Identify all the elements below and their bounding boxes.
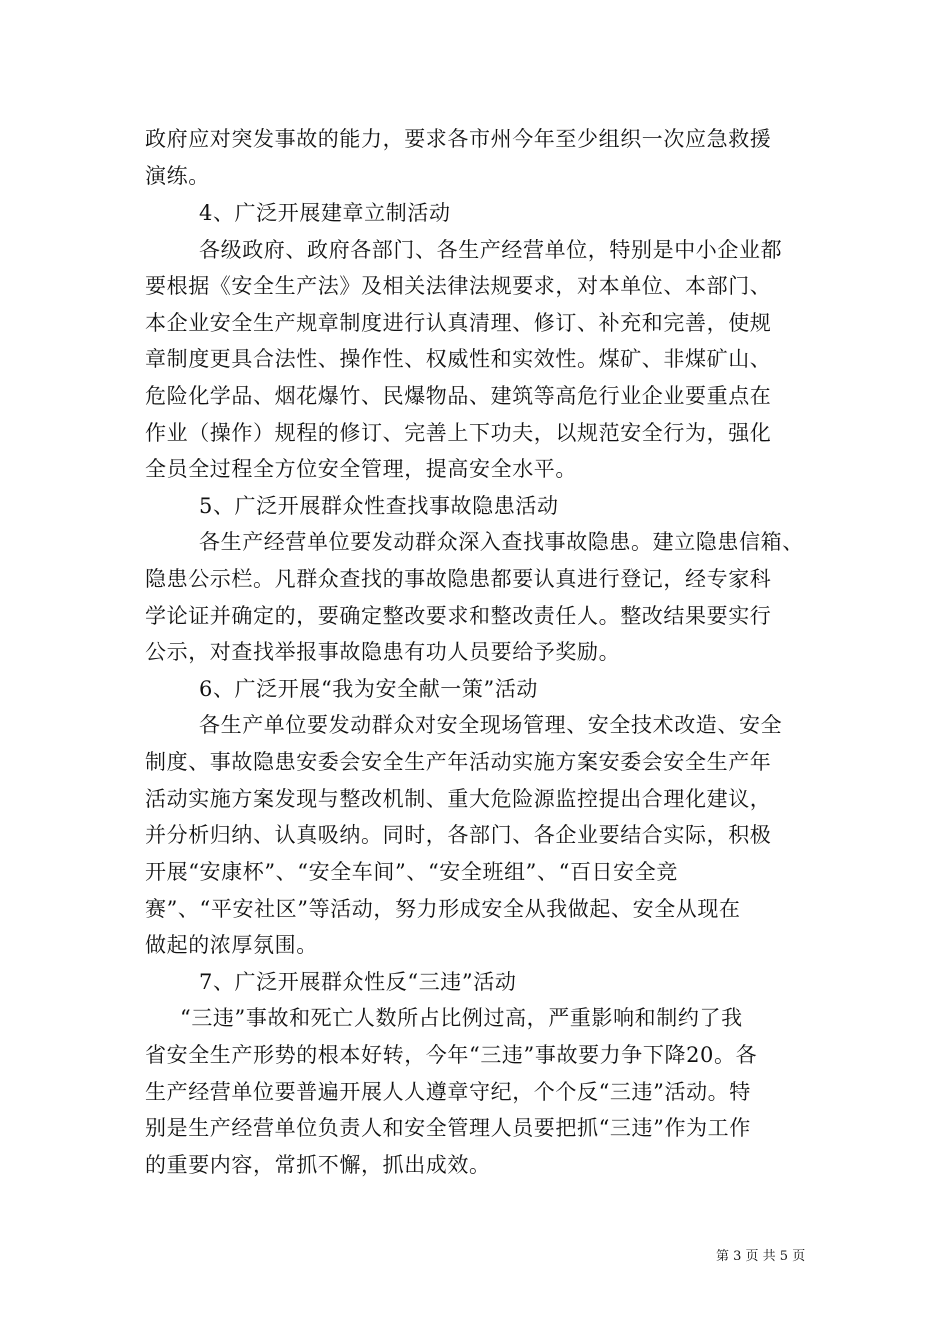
text-line: 省安全生产形势的根本好转，今年“三违”事故要力争下降20。各 <box>145 1043 758 1067</box>
text-line: 生产经营单位要普遍开展人人遵章守纪，个个反“三违”活动。特 <box>145 1080 751 1104</box>
text-line: 并分析归纳、认真吸纳。同时，各部门、各企业要结合实际，积极 <box>145 823 772 847</box>
text-line: 作业（操作）规程的修订、完善上下功夫，以规范安全行为，强化 <box>145 421 772 445</box>
text-line: 制度、事故隐患安委会安全生产年活动实施方案安委会安全生产年 <box>145 750 772 774</box>
text-line: 各生产经营单位要发动群众深入查找事故隐患。建立隐患信箱、 <box>199 530 804 554</box>
section-heading-7: 7、广泛开展群众性反“三违”活动 <box>199 970 517 994</box>
text-line: “三违”事故和死亡人数所占比例过高，严重影响和制约了我 <box>180 1006 743 1030</box>
text-line: 学论证并确定的，要确定整改要求和整改责任人。整改结果要实行 <box>145 604 772 628</box>
section-heading-6: 6、广泛开展“我为安全献一策”活动 <box>199 677 539 701</box>
text-line: 各生产单位要发动群众对安全现场管理、安全技术改造、安全 <box>199 713 783 737</box>
text-line: 各级政府、政府各部门、各生产经营单位，特别是中小企业都 <box>199 238 783 262</box>
text-line: 要根据《安全生产法》及相关法律法规要求，对本单位、本部门、 <box>145 274 772 298</box>
text-line: 危险化学品、烟花爆竹、民爆物品、建筑等高危行业企业要重点在 <box>145 384 772 408</box>
text-line: 政府应对突发事故的能力，要求各市州今年至少组织一次应急救援 <box>145 127 772 151</box>
text-line: 隐患公示栏。凡群众查找的事故隐患都要认真进行登记，经专家科 <box>145 567 772 591</box>
text-line: 开展“安康杯”、“安全车间”、“安全班组”、“百日安全竞 <box>145 860 678 884</box>
text-line: 全员全过程全方位安全管理，提高安全水平。 <box>145 457 577 481</box>
text-line: 本企业安全生产规章制度进行认真清理、修订、补充和完善，使规 <box>145 311 772 335</box>
section-heading-5: 5、广泛开展群众性查找事故隐患活动 <box>199 494 559 518</box>
text-line: 活动实施方案发现与整改机制、重大危险源监控提出合理化建议， <box>145 787 772 811</box>
text-line: 章制度更具合法性、操作性、权威性和实效性。煤矿、非煤矿山、 <box>145 347 772 371</box>
section-heading-4: 4、广泛开展建章立制活动 <box>199 201 451 225</box>
page-number: 第 3 页 共 5 页 <box>716 1249 806 1264</box>
text-line: 别是生产经营单位负责人和安全管理人员要把抓“三违”作为工作 <box>145 1116 751 1140</box>
text-line: 的重要内容，常抓不懈，抓出成效。 <box>145 1153 491 1177</box>
text-line: 做起的浓厚氛围。 <box>145 933 318 957</box>
text-line: 赛”、“平安社区”等活动，努力形成安全从我做起、安全从现在 <box>145 897 741 921</box>
text-line: 演练。 <box>145 164 210 188</box>
text-line: 公示，对查找举报事故隐患有功人员要给予奖励。 <box>145 640 621 664</box>
